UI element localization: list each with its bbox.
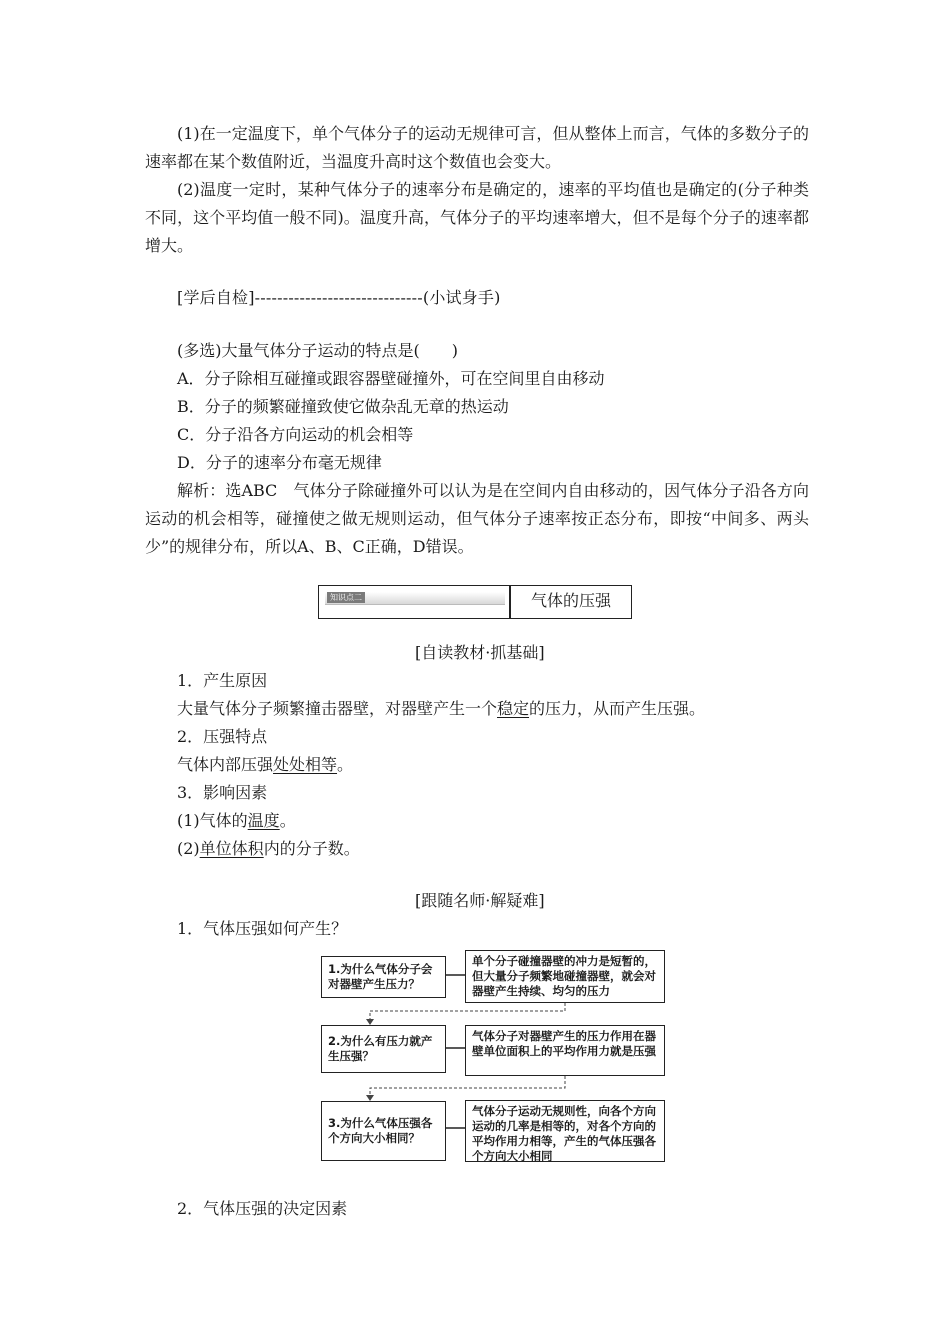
answer-blank-temperature: 温度	[247, 811, 280, 830]
question-pressure-factors: 2．气体压强的决定因素	[177, 1199, 348, 1218]
answer-blank-everywhere-equal: 处处相等	[273, 755, 338, 774]
flow-question-2: 2.为什么有压力就产生压强？	[321, 1025, 446, 1073]
knowledge-point-title: 气体的压强	[530, 591, 611, 610]
item1-text: 大量气体分子频繁撞击器壁，对器壁产生一个稳定的压力，从而产生压强。	[177, 699, 706, 718]
question-text: (多选)大量气体分子运动的特点是( )	[177, 341, 458, 360]
option-b: B．分子的频繁碰撞致使它做杂乱无章的热运动	[177, 397, 509, 416]
item2-text: 气体内部压强处处相等。	[177, 755, 354, 774]
reading-section-header: [自读教材·抓基础]	[415, 643, 545, 662]
teacher-section-header: [跟随名师·解疑难]	[415, 891, 545, 910]
knowledge-point-banner	[318, 585, 632, 619]
paragraph-speed-distribution-1: (1)在一定温度下，单个气体分子的运动无规律可言，但从整体上而言，气体的多数分子的速率都在某个数值附近，当温度升高时这个数值也会变大。	[145, 124, 809, 171]
flow-answer-3: 气体分子运动无规则性，向各个方向运动的几率是相等的，对各个方向的平均作用力相等，产生的气体压强各个方向大小相同	[465, 1100, 665, 1162]
option-d: D．分子的速率分布毫无规律	[177, 453, 382, 472]
answer-blank-stable: 稳定	[497, 699, 530, 718]
item3-factor-1: (1)气体的温度。	[177, 811, 296, 830]
item3-title: 3．影响因素	[177, 783, 268, 802]
flow-question-3: 3.为什么气体压强各个方向大小相同？	[321, 1101, 446, 1161]
paragraph-speed-distribution-2: (2)温度一定时，某种气体分子的速率分布是确定的，速率的平均值也是确定的(分子种类不同，这个平均值一般不同)。温度升高，气体分子的平均速率增大，但不是每个分子的速率都增大。	[145, 180, 809, 255]
dashed-link-1-2	[370, 1003, 565, 1022]
item3-factor-2: (2)单位体积内的分子数。	[177, 839, 360, 858]
knowledge-point-tag: 知识点二	[325, 592, 505, 605]
item2-title: 2．压强特点	[177, 727, 268, 746]
flow-answer-1: 单个分子碰撞器壁的冲力是短暂的，但大量分子频繁地碰撞器壁，就会对器壁产生持续、均匀的压力	[465, 950, 665, 1003]
option-a: A．分子除相互碰撞或跟容器壁碰撞外，可在空间里自由移动	[177, 369, 605, 388]
analysis-paragraph: 解析：选ABC 气体分子除碰撞外可以认为是在空间内自由移动的，因气体分子沿各方向运动的机会相等，碰撞使之做无规则运动，但气体分子速率按正态分布，即按“中间多、两头少”的规律分布，所以A、B、C正确，D错误。	[145, 481, 809, 556]
answer-blank-unit-volume: 单位体积	[199, 839, 264, 858]
dashed-link-2-3	[370, 1076, 565, 1098]
item1-title: 1．产生原因	[177, 671, 268, 690]
flow-answer-2: 气体分子对器壁产生的压力作用在器壁单位面积上的平均作用力就是压强	[465, 1025, 665, 1076]
flow-question-1: 1.为什么气体分子会对器壁产生压力？	[321, 956, 446, 998]
question-how-pressure-produced: 1．气体压强如何产生？	[177, 919, 348, 938]
self-check-header: [学后自检]------------------------------(小试身手)	[177, 288, 501, 307]
option-c: C．分子沿各方向运动的机会相等	[177, 425, 414, 444]
